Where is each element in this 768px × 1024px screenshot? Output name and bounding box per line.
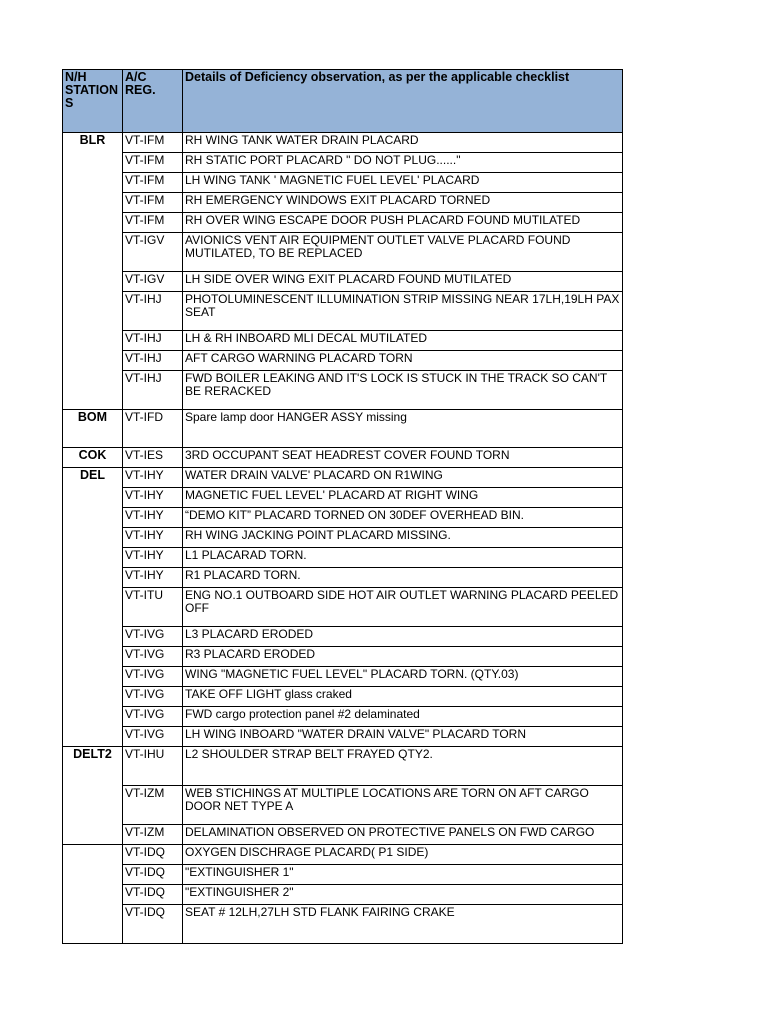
table-row <box>63 193 623 213</box>
ac-reg-cell: VT-IDQ <box>123 865 183 885</box>
ac-reg-cell: VT-IVG <box>123 647 183 667</box>
deficiency-detail-cell: PHOTOLUMINESCENT ILLUMINATION STRIP MISSING NEAR 17LH,19LH PAX SEAT <box>183 292 623 331</box>
table-row <box>63 905 623 944</box>
deficiency-detail-cell: WING "MAGNETIC FUEL LEVEL" PLACARD TORN. (QTY.03) <box>183 667 623 687</box>
ac-reg-cell: VT-IGV <box>123 272 183 292</box>
deficiency-detail-cell: Spare lamp door HANGER ASSY missing <box>183 410 623 448</box>
table-row <box>63 468 623 488</box>
station-cell: DEL <box>63 468 123 747</box>
deficiency-detail-cell: L1 PLACARAD TORN. <box>183 548 623 568</box>
ac-reg-cell: VT-IHJ <box>123 292 183 331</box>
table-row <box>63 687 623 707</box>
table-body <box>63 133 623 944</box>
ac-reg-cell: VT-IHY <box>123 468 183 488</box>
deficiency-detail-cell: “DEMO KIT” PLACARD TORNED ON 30DEF OVERHEAD BIN. <box>183 508 623 528</box>
deficiency-detail-cell: WATER DRAIN VALVE' PLACARD ON R1WING <box>183 468 623 488</box>
ac-reg-cell: VT-IFM <box>123 133 183 153</box>
deficiency-detail-cell: FWD BOILER LEAKING AND IT'S LOCK IS STUCK IN THE TRACK SO CAN'T BE RERACKED <box>183 371 623 410</box>
ac-reg-cell: VT-IHY <box>123 548 183 568</box>
deficiency-detail-cell: WEB STICHINGS AT MULTIPLE LOCATIONS ARE TORN ON AFT CARGO DOOR NET TYPE A <box>183 786 623 825</box>
table-row <box>63 133 623 153</box>
station-cell: DELT2 <box>63 747 123 845</box>
deficiency-detail-cell: DELAMINATION OBSERVED ON PROTECTIVE PANELS ON FWD CARGO <box>183 825 623 845</box>
ac-reg-cell: VT-IFM <box>123 173 183 193</box>
deficiency-detail-cell: OXYGEN DISCHRAGE PLACARD( P1 SIDE) <box>183 845 623 865</box>
station-cell <box>63 845 123 944</box>
ac-reg-cell: VT-IFM <box>123 153 183 173</box>
table-row <box>63 292 623 331</box>
ac-reg-cell: VT-IVG <box>123 707 183 727</box>
table-row <box>63 707 623 727</box>
table-row <box>63 371 623 410</box>
ac-reg-cell: VT-IHJ <box>123 371 183 410</box>
table-row <box>63 825 623 845</box>
deficiency-detail-cell: L3 PLACARD ERODED <box>183 627 623 647</box>
table-row <box>63 351 623 371</box>
deficiency-detail-cell: RH WING TANK WATER DRAIN PLACARD <box>183 133 623 153</box>
station-cell: COK <box>63 448 123 468</box>
ac-reg-cell: VT-IGV <box>123 233 183 272</box>
ac-reg-cell: VT-IVG <box>123 627 183 647</box>
ac-reg-cell: VT-IES <box>123 448 183 468</box>
deficiency-table <box>62 69 623 944</box>
station-cell: BLR <box>63 133 123 410</box>
ac-reg-cell: VT-IDQ <box>123 905 183 944</box>
table-row <box>63 233 623 272</box>
station-cell: BOM <box>63 410 123 448</box>
deficiency-detail-cell: TAKE OFF LIGHT glass craked <box>183 687 623 707</box>
deficiency-detail-cell: RH STATIC PORT PLACARD " DO NOT PLUG......" <box>183 153 623 173</box>
ac-reg-cell: VT-IHJ <box>123 331 183 351</box>
deficiency-detail-cell: LH & RH INBOARD MLI DECAL MUTILATED <box>183 331 623 351</box>
ac-reg-cell: VT-IHU <box>123 747 183 786</box>
header-station: N/H STATION S <box>63 70 123 133</box>
deficiency-detail-cell: LH SIDE OVER WING EXIT PLACARD FOUND MUTILATED <box>183 272 623 292</box>
ac-reg-cell: VT-IHY <box>123 568 183 588</box>
ac-reg-cell: VT-IFM <box>123 193 183 213</box>
deficiency-detail-cell: AVIONICS VENT AIR EQUIPMENT OUTLET VALVE PLACARD FOUND MUTILATED, TO BE REPLACED <box>183 233 623 272</box>
ac-reg-cell: VT-IZM <box>123 825 183 845</box>
table-row <box>63 865 623 885</box>
table-header-row <box>63 70 623 133</box>
table-row <box>63 588 623 627</box>
table-row <box>63 213 623 233</box>
deficiency-detail-cell: LH WING TANK ' MAGNETIC FUEL LEVEL' PLACARD <box>183 173 623 193</box>
deficiency-detail-cell: RH EMERGENCY WINDOWS EXIT PLACARD TORNED <box>183 193 623 213</box>
table-row <box>63 410 623 448</box>
deficiency-detail-cell: "EXTINGUISHER 2" <box>183 885 623 905</box>
table-row <box>63 331 623 351</box>
ac-reg-cell: VT-IHY <box>123 488 183 508</box>
table-row <box>63 647 623 667</box>
deficiency-detail-cell: "EXTINGUISHER 1" <box>183 865 623 885</box>
deficiency-detail-cell: R3 PLACARD ERODED <box>183 647 623 667</box>
table-row <box>63 448 623 468</box>
ac-reg-cell: VT-IHJ <box>123 351 183 371</box>
ac-reg-cell: VT-IHY <box>123 528 183 548</box>
ac-reg-cell: VT-ITU <box>123 588 183 627</box>
table-row <box>63 845 623 865</box>
table-row <box>63 508 623 528</box>
table-row <box>63 667 623 687</box>
ac-reg-cell: VT-IVG <box>123 687 183 707</box>
ac-reg-cell: VT-IFM <box>123 213 183 233</box>
table-row <box>63 153 623 173</box>
table-row <box>63 488 623 508</box>
deficiency-detail-cell: FWD cargo protection panel #2 delaminated <box>183 707 623 727</box>
ac-reg-cell: VT-IDQ <box>123 885 183 905</box>
table-row <box>63 727 623 747</box>
ac-reg-cell: VT-IZM <box>123 786 183 825</box>
deficiency-detail-cell: R1 PLACARD TORN. <box>183 568 623 588</box>
table-row <box>63 747 623 786</box>
table-row <box>63 786 623 825</box>
ac-reg-cell: VT-IVG <box>123 727 183 747</box>
table-row <box>63 627 623 647</box>
ac-reg-cell: VT-IDQ <box>123 845 183 865</box>
deficiency-detail-cell: LH WING INBOARD "WATER DRAIN VALVE" PLACARD TORN <box>183 727 623 747</box>
ac-reg-cell: VT-IFD <box>123 410 183 448</box>
deficiency-detail-cell: SEAT # 12LH,27LH STD FLANK FAIRING CRAKE <box>183 905 623 944</box>
header-details: Details of Deficiency observation, as per the applicable checklist <box>183 70 623 133</box>
ac-reg-cell: VT-IHY <box>123 508 183 528</box>
deficiency-detail-cell: RH OVER WING ESCAPE DOOR PUSH PLACARD FOUND MUTILATED <box>183 213 623 233</box>
deficiency-detail-cell: RH WING JACKING POINT PLACARD MISSING. <box>183 528 623 548</box>
deficiency-detail-cell: L2 SHOULDER STRAP BELT FRAYED QTY2. <box>183 747 623 786</box>
table-row <box>63 528 623 548</box>
table-row <box>63 885 623 905</box>
table-row <box>63 272 623 292</box>
table-row <box>63 548 623 568</box>
deficiency-detail-cell: 3RD OCCUPANT SEAT HEADREST COVER FOUND TORN <box>183 448 623 468</box>
ac-reg-cell: VT-IVG <box>123 667 183 687</box>
table-row <box>63 173 623 193</box>
header-ac-reg: A/C REG. <box>123 70 183 133</box>
deficiency-detail-cell: MAGNETIC FUEL LEVEL' PLACARD AT RIGHT WING <box>183 488 623 508</box>
table-row <box>63 568 623 588</box>
deficiency-detail-cell: AFT CARGO WARNING PLACARD TORN <box>183 351 623 371</box>
deficiency-detail-cell: ENG NO.1 OUTBOARD SIDE HOT AIR OUTLET WARNING PLACARD PEELED OFF <box>183 588 623 627</box>
